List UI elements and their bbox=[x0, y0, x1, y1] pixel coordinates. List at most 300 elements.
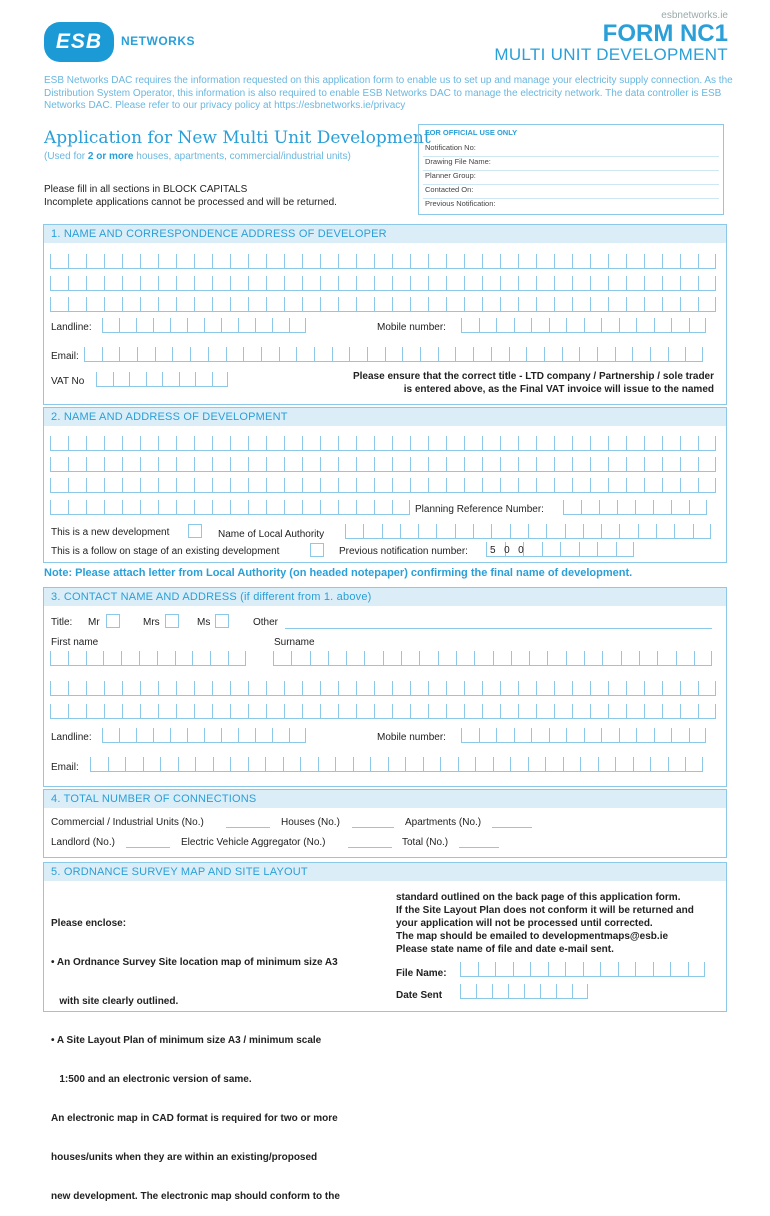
char-box[interactable] bbox=[482, 436, 500, 451]
char-box[interactable] bbox=[68, 478, 86, 493]
char-box[interactable] bbox=[500, 297, 518, 312]
char-box[interactable] bbox=[204, 728, 221, 743]
char-box[interactable] bbox=[554, 276, 572, 291]
char-box[interactable] bbox=[500, 478, 518, 493]
char-box[interactable] bbox=[195, 372, 212, 387]
char-box[interactable] bbox=[698, 276, 716, 291]
char-box[interactable] bbox=[392, 436, 410, 451]
char-box[interactable] bbox=[440, 757, 458, 772]
char-box[interactable] bbox=[104, 681, 122, 696]
char-box[interactable] bbox=[566, 651, 584, 666]
char-box[interactable] bbox=[266, 457, 284, 472]
char-box[interactable] bbox=[338, 457, 356, 472]
char-box[interactable] bbox=[50, 297, 68, 312]
char-box[interactable] bbox=[146, 372, 163, 387]
char-box[interactable] bbox=[626, 457, 644, 472]
char-box[interactable] bbox=[108, 757, 126, 772]
char-box[interactable] bbox=[597, 347, 615, 362]
char-box[interactable] bbox=[491, 524, 509, 539]
char-box[interactable] bbox=[680, 254, 698, 269]
char-box[interactable] bbox=[283, 757, 301, 772]
char-box[interactable] bbox=[410, 254, 428, 269]
char-box[interactable] bbox=[581, 500, 599, 515]
char-box[interactable] bbox=[345, 524, 363, 539]
char-box[interactable] bbox=[418, 524, 436, 539]
contact-email-field[interactable] bbox=[90, 757, 703, 772]
char-box[interactable] bbox=[464, 254, 482, 269]
char-box[interactable] bbox=[86, 254, 104, 269]
char-box[interactable] bbox=[680, 276, 698, 291]
char-box[interactable] bbox=[338, 681, 356, 696]
char-box[interactable] bbox=[455, 524, 473, 539]
char-box[interactable] bbox=[668, 347, 686, 362]
houses-input[interactable] bbox=[352, 827, 394, 828]
char-box[interactable] bbox=[599, 500, 617, 515]
char-box[interactable] bbox=[68, 651, 86, 666]
follow-on-checkbox[interactable] bbox=[310, 543, 324, 557]
char-box[interactable] bbox=[556, 984, 572, 999]
char-box[interactable] bbox=[194, 681, 212, 696]
char-box[interactable] bbox=[204, 318, 221, 333]
char-box[interactable] bbox=[266, 297, 284, 312]
char-box[interactable] bbox=[302, 254, 320, 269]
char-box[interactable] bbox=[554, 478, 572, 493]
char-box[interactable] bbox=[284, 297, 302, 312]
char-box[interactable] bbox=[446, 276, 464, 291]
char-box[interactable] bbox=[670, 962, 688, 977]
char-box[interactable] bbox=[650, 347, 668, 362]
char-box[interactable] bbox=[194, 436, 212, 451]
char-box[interactable] bbox=[698, 681, 716, 696]
char-box[interactable] bbox=[608, 276, 626, 291]
char-box[interactable] bbox=[320, 276, 338, 291]
char-box[interactable] bbox=[674, 524, 692, 539]
char-box[interactable] bbox=[158, 704, 176, 719]
char-box[interactable] bbox=[428, 276, 446, 291]
char-box[interactable] bbox=[84, 347, 102, 362]
char-box[interactable] bbox=[302, 276, 320, 291]
char-box[interactable] bbox=[518, 436, 536, 451]
char-box[interactable] bbox=[608, 457, 626, 472]
char-box[interactable] bbox=[530, 962, 548, 977]
char-box[interactable] bbox=[68, 436, 86, 451]
char-box[interactable] bbox=[656, 524, 674, 539]
char-box[interactable] bbox=[476, 984, 492, 999]
char-box[interactable] bbox=[644, 457, 662, 472]
char-box[interactable] bbox=[238, 728, 255, 743]
char-box[interactable] bbox=[320, 681, 338, 696]
char-box[interactable] bbox=[284, 457, 302, 472]
char-box[interactable] bbox=[420, 347, 438, 362]
char-box[interactable] bbox=[320, 436, 338, 451]
other-line[interactable] bbox=[285, 628, 712, 629]
char-box[interactable] bbox=[356, 478, 374, 493]
char-box[interactable] bbox=[192, 651, 210, 666]
char-box[interactable] bbox=[266, 436, 284, 451]
char-box[interactable] bbox=[689, 500, 707, 515]
developer-name-line[interactable] bbox=[50, 254, 716, 269]
char-box[interactable] bbox=[194, 478, 212, 493]
char-box[interactable] bbox=[230, 500, 248, 515]
char-box[interactable] bbox=[243, 347, 261, 362]
char-box[interactable] bbox=[461, 318, 479, 333]
char-box[interactable] bbox=[549, 728, 567, 743]
char-box[interactable] bbox=[662, 254, 680, 269]
char-box[interactable] bbox=[50, 436, 68, 451]
char-box[interactable] bbox=[335, 757, 353, 772]
char-box[interactable] bbox=[104, 500, 122, 515]
char-box[interactable] bbox=[572, 276, 590, 291]
char-box[interactable] bbox=[536, 704, 554, 719]
char-box[interactable] bbox=[332, 347, 350, 362]
char-box[interactable] bbox=[158, 478, 176, 493]
char-box[interactable] bbox=[644, 276, 662, 291]
surname-field[interactable] bbox=[273, 651, 712, 666]
char-box[interactable] bbox=[479, 728, 497, 743]
planning-ref-field[interactable] bbox=[563, 500, 707, 515]
char-box[interactable] bbox=[464, 681, 482, 696]
char-box[interactable] bbox=[302, 704, 320, 719]
development-address-line[interactable] bbox=[50, 457, 716, 472]
char-box[interactable] bbox=[644, 254, 662, 269]
char-box[interactable] bbox=[338, 500, 356, 515]
char-box[interactable] bbox=[230, 254, 248, 269]
char-box[interactable] bbox=[176, 500, 194, 515]
char-box[interactable] bbox=[671, 318, 689, 333]
char-box[interactable] bbox=[680, 681, 698, 696]
char-box[interactable] bbox=[473, 524, 491, 539]
char-box[interactable] bbox=[230, 757, 248, 772]
char-box[interactable] bbox=[90, 757, 108, 772]
char-box[interactable] bbox=[693, 524, 711, 539]
char-box[interactable] bbox=[514, 728, 532, 743]
char-box[interactable] bbox=[644, 478, 662, 493]
char-box[interactable] bbox=[542, 542, 561, 557]
char-box[interactable] bbox=[544, 347, 562, 362]
char-box[interactable] bbox=[479, 318, 497, 333]
char-box[interactable] bbox=[657, 651, 675, 666]
char-box[interactable] bbox=[119, 347, 137, 362]
char-box[interactable] bbox=[689, 318, 707, 333]
char-box[interactable] bbox=[284, 704, 302, 719]
char-box[interactable] bbox=[410, 681, 428, 696]
char-box[interactable] bbox=[464, 457, 482, 472]
char-box[interactable] bbox=[500, 276, 518, 291]
char-box[interactable] bbox=[493, 651, 511, 666]
char-box[interactable] bbox=[644, 681, 662, 696]
char-box[interactable] bbox=[122, 297, 140, 312]
char-box[interactable] bbox=[194, 457, 212, 472]
landline-field[interactable] bbox=[102, 318, 306, 333]
char-box[interactable] bbox=[671, 728, 689, 743]
char-box[interactable] bbox=[374, 436, 392, 451]
char-box[interactable] bbox=[104, 704, 122, 719]
char-box[interactable] bbox=[482, 457, 500, 472]
char-box[interactable] bbox=[153, 318, 170, 333]
char-box[interactable] bbox=[338, 254, 356, 269]
char-box[interactable] bbox=[261, 347, 279, 362]
development-name-line[interactable] bbox=[50, 436, 716, 451]
char-box[interactable] bbox=[523, 542, 542, 557]
char-box[interactable] bbox=[547, 651, 565, 666]
char-box[interactable] bbox=[602, 651, 620, 666]
char-box[interactable] bbox=[318, 757, 336, 772]
char-box[interactable] bbox=[356, 681, 374, 696]
char-box[interactable] bbox=[482, 478, 500, 493]
char-box[interactable] bbox=[230, 276, 248, 291]
char-box[interactable] bbox=[266, 704, 284, 719]
char-box[interactable] bbox=[608, 478, 626, 493]
char-box[interactable] bbox=[158, 457, 176, 472]
char-box[interactable] bbox=[392, 297, 410, 312]
char-box[interactable] bbox=[580, 757, 598, 772]
char-box[interactable] bbox=[458, 757, 476, 772]
char-box[interactable] bbox=[194, 704, 212, 719]
char-box[interactable] bbox=[103, 651, 121, 666]
char-box[interactable] bbox=[374, 457, 392, 472]
char-box[interactable] bbox=[528, 757, 546, 772]
char-box[interactable] bbox=[162, 372, 179, 387]
char-box[interactable] bbox=[212, 478, 230, 493]
char-box[interactable] bbox=[626, 297, 644, 312]
char-box[interactable] bbox=[212, 681, 230, 696]
char-box[interactable] bbox=[119, 728, 136, 743]
char-box[interactable] bbox=[410, 436, 428, 451]
char-box[interactable] bbox=[248, 276, 266, 291]
char-box[interactable] bbox=[221, 728, 238, 743]
char-box[interactable] bbox=[122, 704, 140, 719]
char-box[interactable] bbox=[367, 347, 385, 362]
char-box[interactable] bbox=[272, 318, 289, 333]
char-box[interactable] bbox=[563, 757, 581, 772]
char-box[interactable] bbox=[176, 254, 194, 269]
char-box[interactable] bbox=[493, 757, 511, 772]
char-box[interactable] bbox=[140, 254, 158, 269]
char-box[interactable] bbox=[170, 318, 187, 333]
char-box[interactable] bbox=[554, 704, 572, 719]
char-box[interactable] bbox=[654, 318, 672, 333]
char-box[interactable] bbox=[172, 347, 190, 362]
char-box[interactable] bbox=[68, 254, 86, 269]
char-box[interactable] bbox=[158, 276, 176, 291]
char-box[interactable] bbox=[644, 704, 662, 719]
char-box[interactable] bbox=[104, 276, 122, 291]
char-box[interactable] bbox=[572, 457, 590, 472]
char-box[interactable] bbox=[584, 651, 602, 666]
char-box[interactable] bbox=[140, 500, 158, 515]
char-box[interactable] bbox=[510, 524, 528, 539]
char-box[interactable] bbox=[125, 757, 143, 772]
char-box[interactable] bbox=[500, 457, 518, 472]
char-box[interactable] bbox=[289, 728, 306, 743]
ms-checkbox[interactable] bbox=[215, 614, 229, 628]
char-box[interactable] bbox=[266, 681, 284, 696]
char-box[interactable] bbox=[518, 297, 536, 312]
char-box[interactable] bbox=[176, 681, 194, 696]
char-box[interactable] bbox=[540, 984, 556, 999]
char-box[interactable] bbox=[668, 757, 686, 772]
char-box[interactable] bbox=[328, 651, 346, 666]
char-box[interactable] bbox=[518, 276, 536, 291]
char-box[interactable] bbox=[176, 478, 194, 493]
char-box[interactable] bbox=[302, 681, 320, 696]
char-box[interactable] bbox=[590, 276, 608, 291]
char-box[interactable] bbox=[460, 962, 478, 977]
char-box[interactable] bbox=[482, 297, 500, 312]
char-box[interactable] bbox=[608, 681, 626, 696]
char-box[interactable] bbox=[208, 347, 226, 362]
char-box[interactable] bbox=[392, 457, 410, 472]
char-box[interactable] bbox=[584, 318, 602, 333]
char-box[interactable] bbox=[195, 757, 213, 772]
char-box[interactable] bbox=[446, 457, 464, 472]
char-box[interactable] bbox=[464, 436, 482, 451]
char-box[interactable] bbox=[194, 500, 212, 515]
char-box[interactable] bbox=[639, 651, 657, 666]
char-box[interactable] bbox=[374, 254, 392, 269]
char-box[interactable] bbox=[50, 254, 68, 269]
char-box[interactable] bbox=[626, 276, 644, 291]
char-box[interactable] bbox=[102, 728, 119, 743]
char-box[interactable] bbox=[248, 500, 266, 515]
char-box[interactable] bbox=[228, 651, 246, 666]
char-box[interactable] bbox=[698, 457, 716, 472]
char-box[interactable] bbox=[392, 478, 410, 493]
char-box[interactable] bbox=[572, 704, 590, 719]
char-box[interactable] bbox=[554, 297, 572, 312]
char-box[interactable] bbox=[572, 297, 590, 312]
char-box[interactable] bbox=[694, 651, 712, 666]
char-box[interactable] bbox=[139, 651, 157, 666]
char-box[interactable] bbox=[428, 478, 446, 493]
char-box[interactable] bbox=[50, 478, 68, 493]
char-box[interactable] bbox=[524, 984, 540, 999]
char-box[interactable] bbox=[662, 276, 680, 291]
char-box[interactable] bbox=[680, 436, 698, 451]
vat-field[interactable] bbox=[96, 372, 228, 387]
char-box[interactable] bbox=[554, 457, 572, 472]
char-box[interactable] bbox=[662, 681, 680, 696]
development-address-line[interactable] bbox=[50, 500, 410, 515]
char-box[interactable] bbox=[536, 254, 554, 269]
char-box[interactable] bbox=[590, 457, 608, 472]
char-box[interactable] bbox=[356, 457, 374, 472]
char-box[interactable] bbox=[86, 704, 104, 719]
char-box[interactable] bbox=[356, 254, 374, 269]
char-box[interactable] bbox=[176, 297, 194, 312]
char-box[interactable] bbox=[464, 276, 482, 291]
char-box[interactable] bbox=[158, 500, 176, 515]
char-box[interactable] bbox=[608, 704, 626, 719]
char-box[interactable] bbox=[86, 681, 104, 696]
char-box[interactable] bbox=[475, 757, 493, 772]
char-box[interactable] bbox=[50, 500, 68, 515]
first-name-field[interactable] bbox=[50, 651, 246, 666]
contact-address-line[interactable] bbox=[50, 704, 716, 719]
ev-aggregator-input[interactable] bbox=[348, 847, 392, 848]
char-box[interactable] bbox=[248, 478, 266, 493]
char-box[interactable] bbox=[212, 500, 230, 515]
char-box[interactable] bbox=[428, 436, 446, 451]
developer-address-line[interactable] bbox=[50, 276, 716, 291]
char-box[interactable] bbox=[266, 276, 284, 291]
mobile-field[interactable] bbox=[461, 318, 706, 333]
char-box[interactable] bbox=[364, 651, 382, 666]
char-box[interactable] bbox=[529, 651, 547, 666]
char-box[interactable] bbox=[266, 500, 284, 515]
contact-landline-field[interactable] bbox=[102, 728, 306, 743]
char-box[interactable] bbox=[248, 436, 266, 451]
char-box[interactable] bbox=[104, 436, 122, 451]
char-box[interactable] bbox=[248, 757, 266, 772]
char-box[interactable] bbox=[374, 478, 392, 493]
char-box[interactable] bbox=[548, 962, 566, 977]
char-box[interactable] bbox=[554, 436, 572, 451]
char-box[interactable] bbox=[68, 681, 86, 696]
char-box[interactable] bbox=[572, 984, 588, 999]
char-box[interactable] bbox=[410, 276, 428, 291]
char-box[interactable] bbox=[392, 500, 410, 515]
char-box[interactable] bbox=[626, 436, 644, 451]
char-box[interactable] bbox=[536, 276, 554, 291]
char-box[interactable] bbox=[176, 457, 194, 472]
char-box[interactable] bbox=[392, 681, 410, 696]
char-box[interactable] bbox=[617, 500, 635, 515]
char-box[interactable] bbox=[688, 962, 706, 977]
char-box[interactable] bbox=[608, 254, 626, 269]
char-box[interactable] bbox=[584, 728, 602, 743]
char-box[interactable] bbox=[400, 524, 418, 539]
date-sent-field[interactable] bbox=[460, 984, 588, 999]
char-box[interactable] bbox=[590, 297, 608, 312]
char-box[interactable] bbox=[464, 704, 482, 719]
char-box[interactable] bbox=[680, 297, 698, 312]
char-box[interactable] bbox=[456, 651, 474, 666]
char-box[interactable] bbox=[508, 984, 524, 999]
char-box[interactable] bbox=[482, 254, 500, 269]
char-box[interactable] bbox=[68, 297, 86, 312]
char-box[interactable] bbox=[619, 524, 637, 539]
char-box[interactable] bbox=[50, 457, 68, 472]
landlord-input[interactable] bbox=[126, 847, 170, 848]
char-box[interactable] bbox=[187, 318, 204, 333]
char-box[interactable] bbox=[618, 962, 636, 977]
char-box[interactable] bbox=[626, 704, 644, 719]
char-box[interactable] bbox=[536, 436, 554, 451]
char-box[interactable] bbox=[140, 681, 158, 696]
char-box[interactable] bbox=[685, 347, 703, 362]
file-name-field[interactable] bbox=[460, 962, 705, 977]
char-box[interactable] bbox=[255, 318, 272, 333]
char-box[interactable] bbox=[230, 436, 248, 451]
char-box[interactable] bbox=[590, 254, 608, 269]
char-box[interactable] bbox=[590, 436, 608, 451]
mrs-checkbox[interactable] bbox=[165, 614, 179, 628]
char-box[interactable] bbox=[563, 500, 581, 515]
char-box[interactable] bbox=[635, 500, 653, 515]
char-box[interactable] bbox=[122, 478, 140, 493]
char-box[interactable] bbox=[619, 318, 637, 333]
char-box[interactable] bbox=[129, 372, 146, 387]
char-box[interactable] bbox=[438, 347, 456, 362]
char-box[interactable] bbox=[230, 704, 248, 719]
char-box[interactable] bbox=[446, 254, 464, 269]
char-box[interactable] bbox=[583, 524, 601, 539]
char-box[interactable] bbox=[374, 500, 392, 515]
char-box[interactable] bbox=[562, 347, 580, 362]
char-box[interactable] bbox=[155, 347, 173, 362]
char-box[interactable] bbox=[104, 297, 122, 312]
